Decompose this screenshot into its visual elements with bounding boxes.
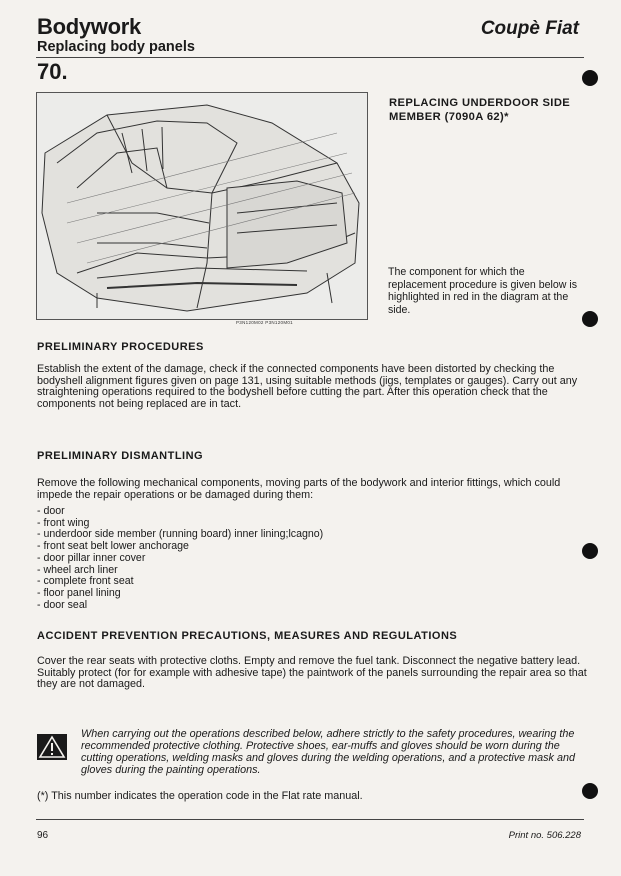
list-item: - complete front seat (37, 576, 323, 588)
footer-rule (36, 819, 584, 820)
warning-triangle-icon (37, 734, 67, 760)
list-item: - door (37, 506, 323, 518)
figure-caption: P3N120M02 P3N120M01 (236, 320, 293, 325)
section-subtitle: Replacing body panels (37, 39, 195, 55)
preliminary-procedures-text: Establish the extent of the damage, check if the connected components have been distorted by checking the bodyshell alignment figures given on page 131, using suitable methods (jigs, templates or gauges). Carry out any straightening operations required to the bodyshell before cutting the part. After this operation check that the components not being replaced are in tact. (37, 363, 578, 410)
accident-prevention-heading: ACCIDENT PREVENTION PRECAUTIONS, MEASURES AND REGULATIONS (37, 630, 458, 642)
preliminary-dismantling-heading: PRELIMINARY DISMANTLING (37, 450, 204, 462)
procedure-number: 70. (37, 59, 68, 84)
safety-warning-text: When carrying out the operations described below, adhere strictly to the safety procedures, wearing the recommended protective clothing. Protective shoes, ear-muffs and gloves should be worn during the cutting operations, welding masks and gloves during the welding operations, and a protective mask and gloves during the painting operations. (81, 728, 575, 776)
list-item: - door seal (37, 600, 323, 612)
preliminary-dismantling-intro: Remove the following mechanical components, moving parts of the bodywork and interior fittings, which could impede the repair operations or be damaged during them: (37, 477, 561, 501)
procedure-heading: REPLACING UNDERDOOR SIDE MEMBER (7090A 62)* (389, 97, 571, 123)
binder-hole-icon (582, 70, 598, 86)
binder-hole-icon (582, 783, 598, 799)
binder-hole-icon (582, 543, 598, 559)
header-rule (36, 57, 584, 58)
section-title: Bodywork (37, 14, 141, 39)
operation-code-footnote: (*) This number indicates the operation code in the Flat rate manual. (37, 790, 363, 802)
bodyshell-diagram (36, 92, 368, 320)
procedure-description: The component for which the replacement procedure is given below is highlighted in red in the diagram at the side. (388, 266, 578, 316)
preliminary-procedures-heading: PRELIMINARY PROCEDURES (37, 341, 204, 353)
list-item: - floor panel lining (37, 588, 323, 600)
list-item: - door pillar inner cover (37, 553, 323, 565)
footer-page-number: 96 (37, 830, 49, 841)
dismantling-list (37, 506, 323, 611)
accident-prevention-text: Cover the rear seats with protective cloths. Empty and remove the fuel tank. Disconnect the negative battery lead. Suitably protect (for for example with adhesive tape) the paintwork of the panels surrounding the repair area so that they are not damaged. (37, 655, 587, 691)
list-item: - underdoor side member (running board) inner lining;lcagno) (37, 529, 323, 541)
brand-title: Coupè Fiat (480, 18, 579, 39)
list-item: - front wing (37, 518, 323, 530)
list-item: - wheel arch liner (37, 565, 323, 577)
binder-hole-icon (582, 311, 598, 327)
car-bodyshell-drawing (37, 93, 367, 319)
list-item: - front seat belt lower anchorage (37, 541, 323, 553)
footer-print-number: Print no. 506.228 (508, 830, 581, 841)
